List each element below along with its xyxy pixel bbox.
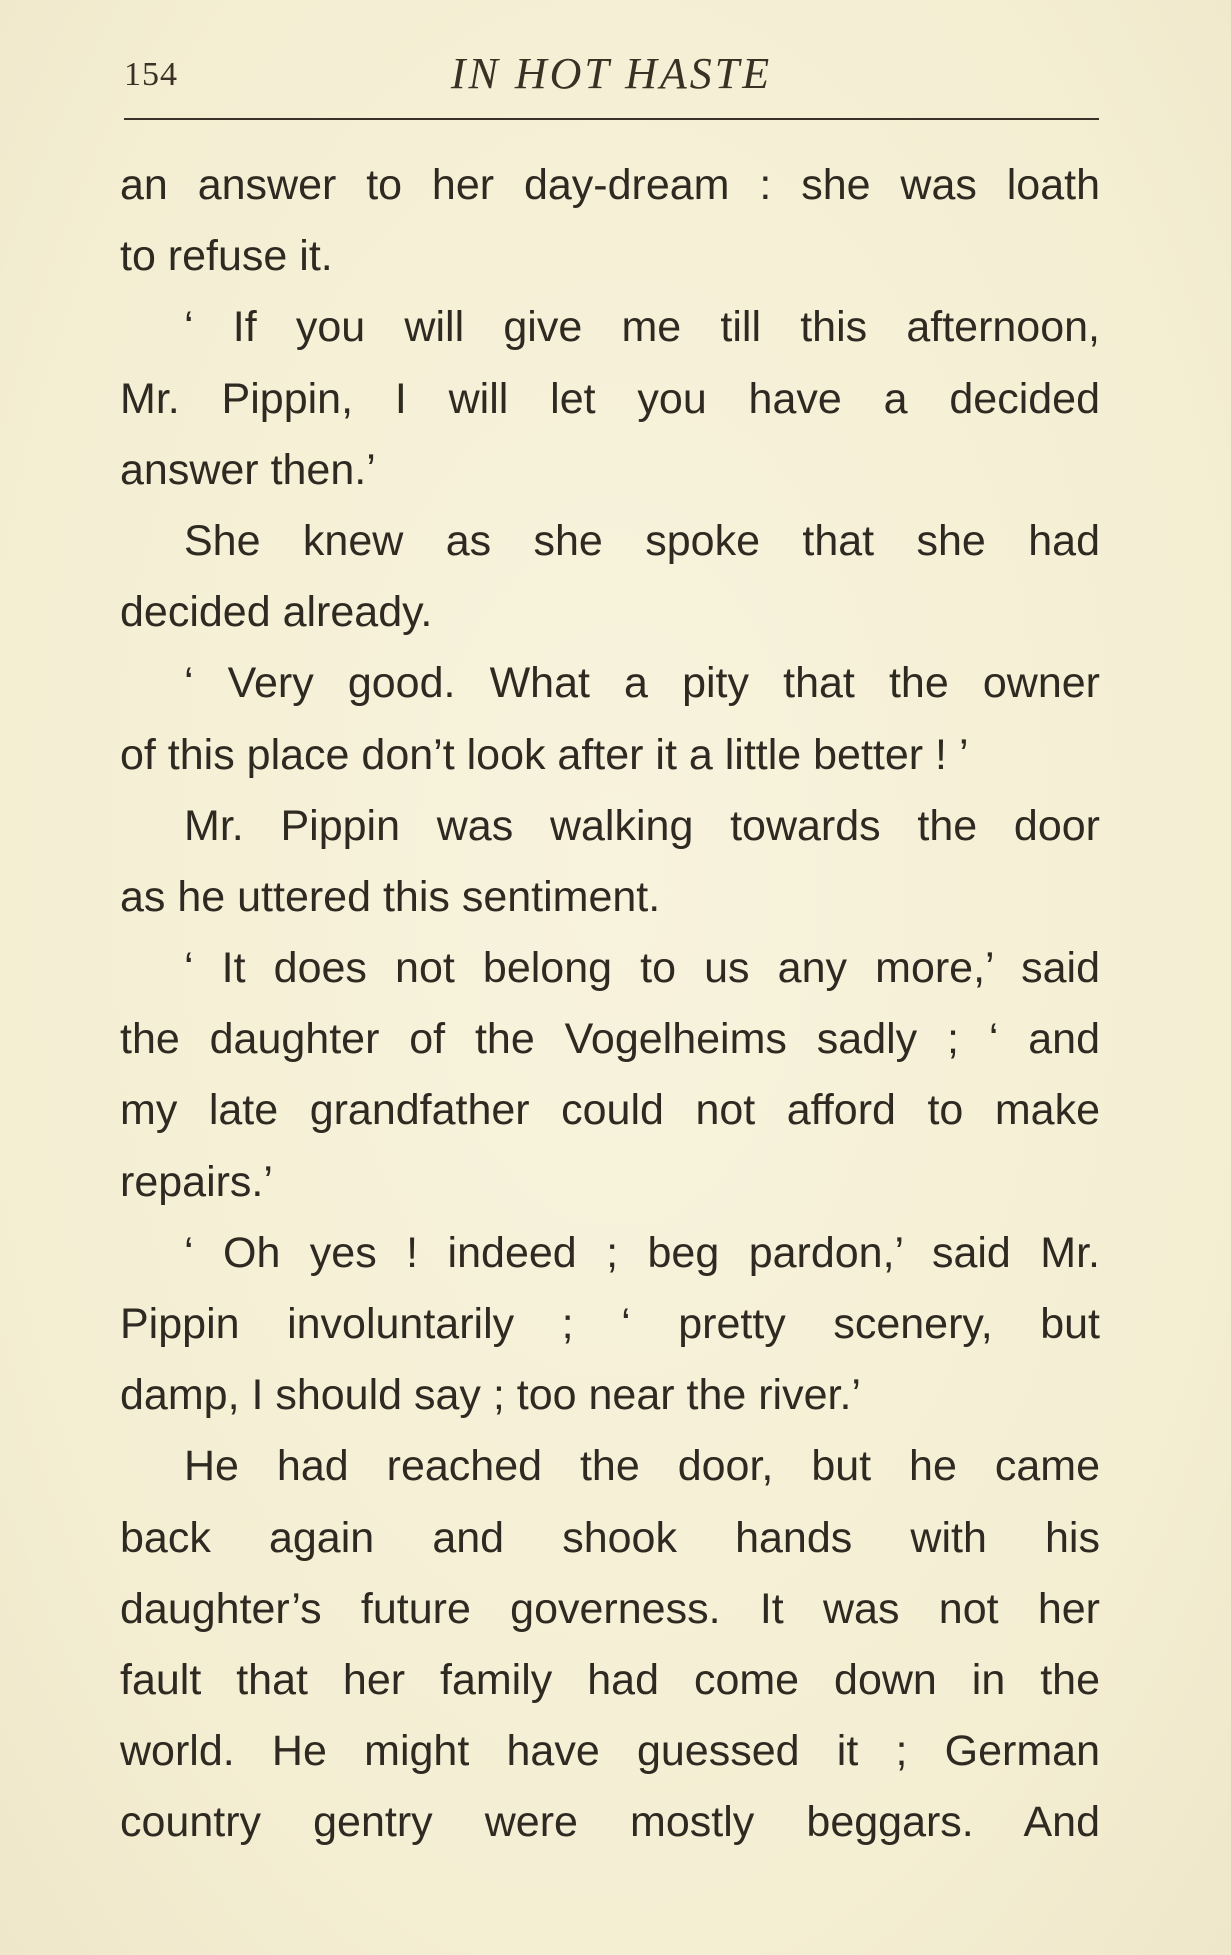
text-line: answer then.’ <box>120 445 376 494</box>
text-line: repairs.’ <box>120 1157 273 1206</box>
text-line: fault that her family had come down in the <box>120 1655 1100 1704</box>
text-line: to refuse it. <box>120 232 333 281</box>
text-line: daughter’s future governess. It was not her <box>120 1584 1100 1633</box>
text-line: ‘ If you will give me till this afternoon, <box>184 303 1100 352</box>
text-line: as he uttered this sentiment. <box>120 872 661 921</box>
text-line: ‘ Oh yes ! indeed ; beg pardon,’ said Mr. <box>184 1228 1100 1277</box>
body-text <box>120 150 1100 1859</box>
page-number: 154 <box>124 56 178 93</box>
text-line: world. He might have guessed it ; German <box>120 1727 1100 1776</box>
text-line: of this place don’t look after it a little better ! ’ <box>120 730 969 779</box>
text-line: my late grandfather could not afford to make <box>120 1086 1100 1135</box>
page-header <box>124 44 1099 104</box>
text-line: ‘ Very good. What a pity that the owner <box>184 659 1100 708</box>
text-line: She knew as she spoke that she had <box>184 516 1100 565</box>
text-line: Mr. Pippin was walking towards the door <box>184 801 1100 850</box>
running-title: IN HOT HASTE <box>450 49 773 98</box>
header-rule <box>124 118 1099 120</box>
text-line: damp, I should say ; too near the river.’ <box>120 1371 861 1420</box>
text-line: back again and shook hands with his <box>120 1513 1100 1562</box>
text-line: ‘ It does not belong to us any more,’ said <box>184 944 1100 993</box>
text-line: decided already. <box>120 588 433 637</box>
text-line: Mr. Pippin, I will let you have a decided <box>120 374 1100 423</box>
text-line: He had reached the door, but he came <box>184 1442 1100 1491</box>
text-line: country gentry were mostly beggars. And <box>120 1798 1100 1847</box>
text-line: an answer to her day-dream : she was loath <box>120 161 1100 209</box>
text-line: Pippin involuntarily ; ‘ pretty scenery, but <box>120 1300 1100 1348</box>
text-line: the daughter of the Vogelheims sadly ; ‘ and <box>120 1015 1100 1064</box>
